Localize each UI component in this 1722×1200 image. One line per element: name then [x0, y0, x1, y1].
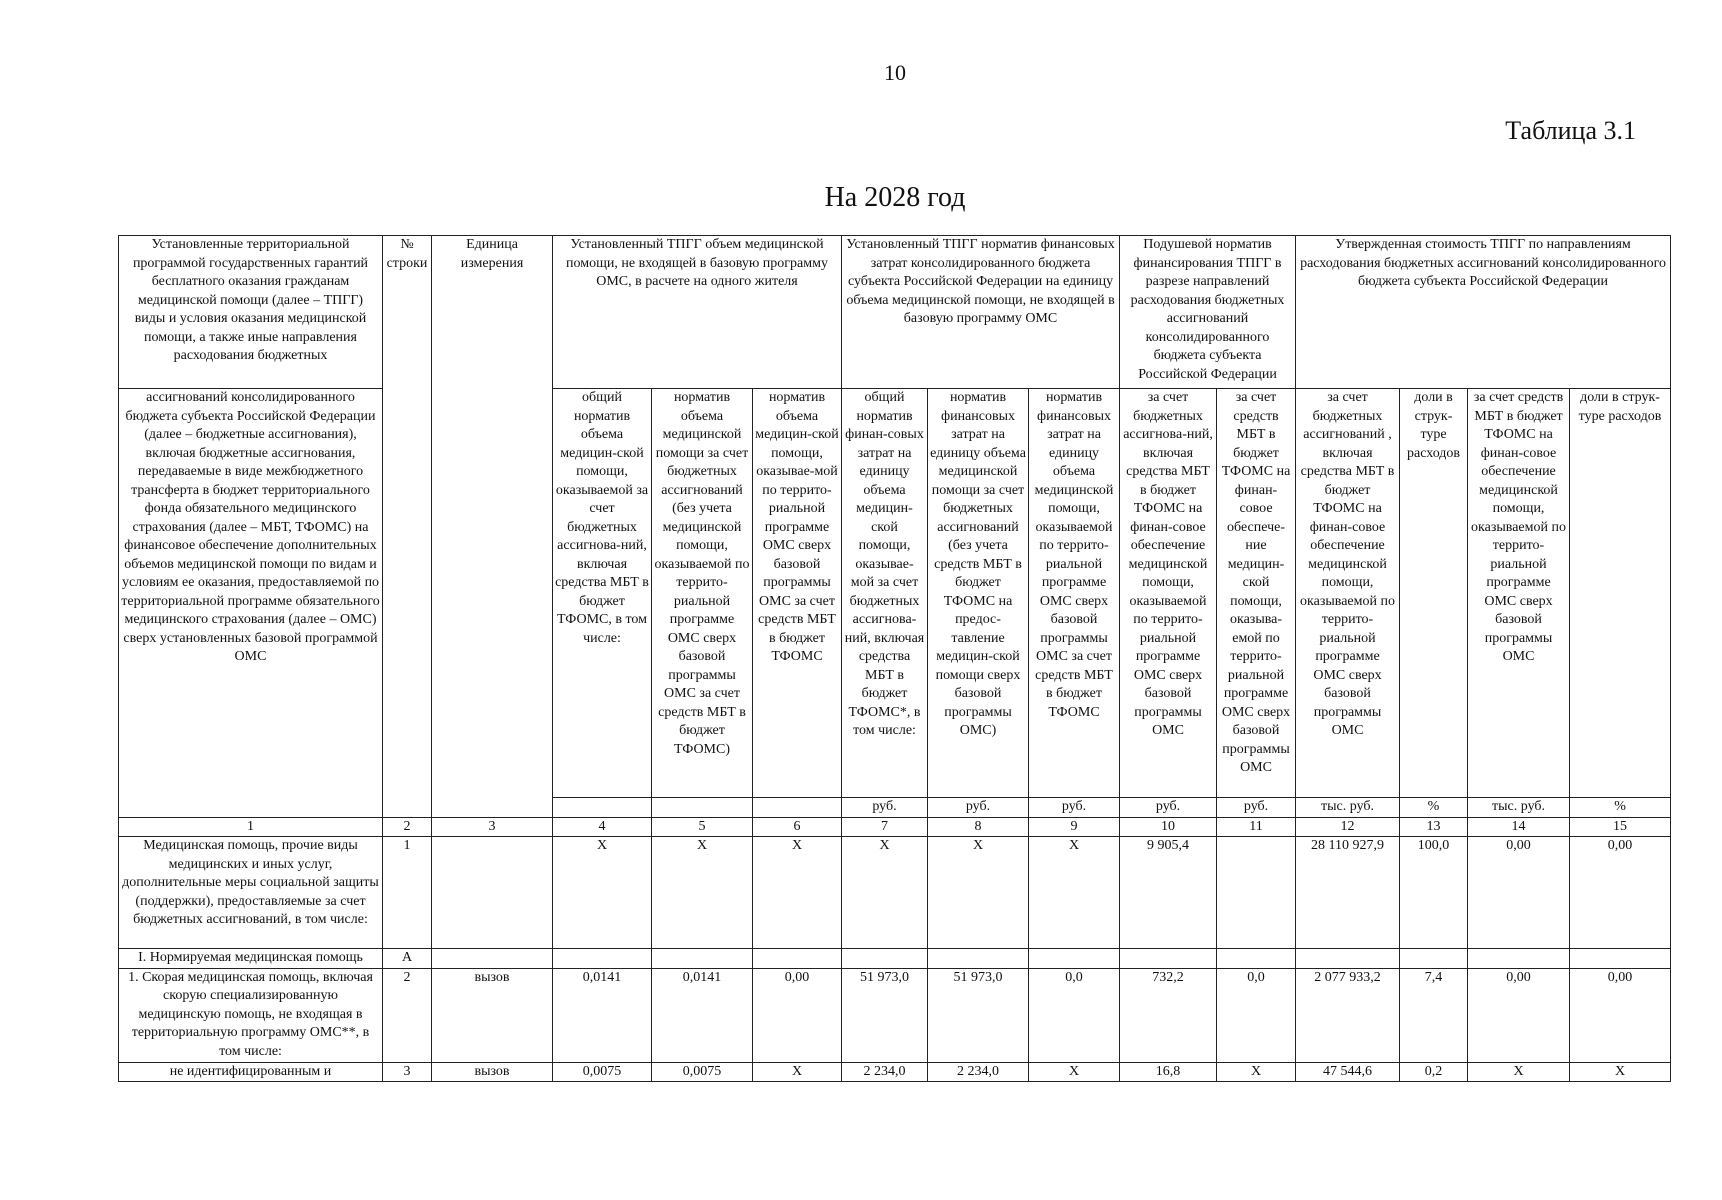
table-cell — [842, 949, 928, 969]
table-cell: 0,0075 — [652, 1062, 753, 1082]
table-cell — [1570, 949, 1671, 969]
table-cell: 7,4 — [1400, 968, 1468, 1062]
unit-5 — [652, 798, 753, 818]
table-cell: X — [1029, 837, 1120, 949]
row-unit — [432, 949, 553, 969]
table-cell — [1029, 949, 1120, 969]
table-cell: 732,2 — [1120, 968, 1217, 1062]
row-unit: вызов — [432, 968, 553, 1062]
table-title: На 2028 год — [824, 182, 966, 213]
header-row-number: № строки — [383, 236, 432, 818]
row-label: I. Нормируемая медицинская помощь — [119, 949, 383, 969]
header-row-groups — [119, 236, 1671, 389]
col-num-1: 1 — [119, 817, 383, 837]
col-num-8: 8 — [928, 817, 1029, 837]
unit-11: руб. — [1217, 798, 1296, 818]
table-cell: 0,0 — [1217, 968, 1296, 1062]
header-sub-5: норматив объема медицинской помощи за счет бюджетных ассигнований (без учета медицинской помощи, оказываемой по террито-риальной программе ОМС сверх базовой программы ОМС за счет средств МБТ в бюджет ТФОМС) — [652, 389, 753, 798]
table-cell: X — [652, 837, 753, 949]
unit-15: % — [1570, 798, 1671, 818]
table-cell — [1296, 949, 1400, 969]
table-cell: X — [842, 837, 928, 949]
unit-8: руб. — [928, 798, 1029, 818]
table-cell: 2 077 933,2 — [1296, 968, 1400, 1062]
header-sub-8: норматив финансовых затрат на единицу объема медицинской помощи за счет бюджетных ассигнований (без учета средств МБТ в бюджет ТФОМС на предос-тавление медицин-ской помощи сверх базовой программы ОМС) — [928, 389, 1029, 798]
row-number: 2 — [383, 968, 432, 1062]
unit-9: руб. — [1029, 798, 1120, 818]
header-sub-10: за счет бюджетных ассигнова-ний, включая средства МБТ в бюджет ТФОМС на финан-совое обеспечение медицинской помощи, оказываемой по террито-риальной программе ОМС сверх базовой программы ОМС — [1120, 389, 1217, 798]
header-group-approved-cost: Утвержденная стоимость ТПГГ по направлениям расходования бюджетных ассигнований консолидированного бюджета субъекта Российской Федерации — [1296, 236, 1671, 389]
table-cell: 28 110 927,9 — [1296, 837, 1400, 949]
col-num-13: 13 — [1400, 817, 1468, 837]
header-row-sub — [119, 389, 1671, 798]
unit-13: % — [1400, 798, 1468, 818]
col-num-12: 12 — [1296, 817, 1400, 837]
table-cell — [753, 949, 842, 969]
table-cell: 16,8 — [1120, 1062, 1217, 1082]
header-sub-9: норматив финансовых затрат на единицу объема медицинской помощи, оказываемой по террито-риальной программе ОМС сверх базовой программы ОМС за счет средств МБТ в бюджет ТФОМС — [1029, 389, 1120, 798]
table-cell: 2 234,0 — [928, 1062, 1029, 1082]
table-cell: 0,00 — [1570, 837, 1671, 949]
unit-4 — [553, 798, 652, 818]
header-group-volume: Установленный ТПГГ объем медицинской помощи, не входящей в базовую программу ОМС, в расчете на одного жителя — [553, 236, 842, 389]
table-cell — [1217, 837, 1296, 949]
table-cell: 0,0075 — [553, 1062, 652, 1082]
col-num-2: 2 — [383, 817, 432, 837]
header-sub-4: общий норматив объема медицин-ской помощи, оказываемой за счет бюджетных ассигнова-ний, включая средства МБТ в бюджет ТФОМС, в том числе: — [553, 389, 652, 798]
table-cell — [928, 949, 1029, 969]
col-num-15: 15 — [1570, 817, 1671, 837]
unit-7: руб. — [842, 798, 928, 818]
table-cell: 0,00 — [1468, 968, 1570, 1062]
unit-10: руб. — [1120, 798, 1217, 818]
unit-14: тыс. руб. — [1468, 798, 1570, 818]
header-sub-15: доли в струк-туре расходов — [1570, 389, 1671, 798]
col-num-10: 10 — [1120, 817, 1217, 837]
col-num-6: 6 — [753, 817, 842, 837]
row-label: Медицинская помощь, прочие виды медицинских и иных услуг, дополнительные меры социальной защиты (поддержки), предоставляемые за счет бюджетных ассигнований, в том числе: — [119, 837, 383, 949]
table-cell: 2 234,0 — [842, 1062, 928, 1082]
header-col1-top: Установленные территориальной программой государственных гарантий бесплатного оказания гражданам медицинской помощи (далее – ТПГГ) виды и условия оказания медицинской помощи, а также иные направления расходования бюджетных — [119, 236, 383, 389]
table-cell: X — [1029, 1062, 1120, 1082]
row-label: не идентифицированным и — [119, 1062, 383, 1082]
table-row — [119, 968, 1671, 1062]
table-cell: X — [753, 837, 842, 949]
col-num-14: 14 — [1468, 817, 1570, 837]
table-row — [119, 837, 1671, 949]
table-cell: X — [1468, 1062, 1570, 1082]
col-num-5: 5 — [652, 817, 753, 837]
column-numbers-row — [119, 817, 1671, 837]
table-cell: 0,00 — [753, 968, 842, 1062]
table-cell — [1217, 949, 1296, 969]
budget-table — [118, 235, 1671, 1082]
header-sub-7: общий норматив финан-совых затрат на единицу объема медицин-ской помощи, оказывае-мой за счет бюджетных ассигнова-ний, включая средства МБТ в бюджет ТФОМС*, в том числе: — [842, 389, 928, 798]
table-cell — [1120, 949, 1217, 969]
row-unit — [432, 837, 553, 949]
table-cell: X — [1217, 1062, 1296, 1082]
table-cell: X — [928, 837, 1029, 949]
header-sub-6: норматив объема медицин-ской помощи, оказывае-мой по террито-риальной программе ОМС сверх базовой программы ОМС за счет средств МБТ в бюджет ТФОМС — [753, 389, 842, 798]
header-group-cost-norm: Установленный ТПГГ норматив финансовых затрат консолидированного бюджета субъекта Российской Федерации на единицу объема медицинской помощи, не входящей в базовую программу ОМС — [842, 236, 1120, 389]
table-cell: 0,0 — [1029, 968, 1120, 1062]
header-sub-13: доли в струк-туре расходов — [1400, 389, 1468, 798]
col-num-11: 11 — [1217, 817, 1296, 837]
row-number: 1 — [383, 837, 432, 949]
col-num-4: 4 — [553, 817, 652, 837]
header-sub-11: за счет средств МБТ в бюджет ТФОМС на финан-совое обеспече-ние медицин-ской помощи, оказыва-емой по террито-риальной программе ОМС сверх базовой программы ОМС — [1217, 389, 1296, 798]
row-unit: вызов — [432, 1062, 553, 1082]
table-label: Таблица 3.1 — [1505, 116, 1636, 145]
table-cell: 0,2 — [1400, 1062, 1468, 1082]
header-sub-14: за счет средств МБТ в бюджет ТФОМС на финан-совое обеспечение медицинской помощи, оказываемой по террито-риальной программе ОМС сверх базовой программы ОМС — [1468, 389, 1570, 798]
table-cell: X — [1570, 1062, 1671, 1082]
table-cell — [652, 949, 753, 969]
table-cell: X — [553, 837, 652, 949]
row-label: 1. Скорая медицинская помощь, включая скорую специализированную медицинскую помощь, не входящая в территориальную программу ОМС**, в том числе: — [119, 968, 383, 1062]
table-cell — [1400, 949, 1468, 969]
col-num-9: 9 — [1029, 817, 1120, 837]
row-number: 3 — [383, 1062, 432, 1082]
table-cell: X — [753, 1062, 842, 1082]
col-num-3: 3 — [432, 817, 553, 837]
header-group-per-capita: Подушевой норматив финансирования ТПГГ в разрезе направлений расходования бюджетных ассигнований консолидированного бюджета субъекта Российской Федерации — [1120, 236, 1296, 389]
table-cell: 0,0141 — [553, 968, 652, 1062]
table-cell: 47 544,6 — [1296, 1062, 1400, 1082]
table-cell: 100,0 — [1400, 837, 1468, 949]
unit-12: тыс. руб. — [1296, 798, 1400, 818]
header-unit: Единица измерения — [432, 236, 553, 818]
table-row — [119, 949, 1671, 969]
col-num-7: 7 — [842, 817, 928, 837]
table-cell: 9 905,4 — [1120, 837, 1217, 949]
unit-6 — [753, 798, 842, 818]
table-cell: 51 973,0 — [842, 968, 928, 1062]
table-cell: 0,00 — [1570, 968, 1671, 1062]
table-row — [119, 1062, 1671, 1082]
table-cell — [553, 949, 652, 969]
row-number: А — [383, 949, 432, 969]
header-col1-bottom: ассигнований консолидированного бюджета субъекта Российской Федерации (далее – бюджетные ассигнования), включая бюджетные ассигнования, передаваемые в виде межбюджетного трансферта в бюджет территориального фонда обязательного медицинского страхования (далее – МБТ, ТФОМС) на финансовое обеспечение дополнительных объемов медицинской помощи по видам и условиям ее оказания, предоставляемой по территориальной программе обязательного медицинского страхования (далее – ОМС) сверх установленных базовой программой ОМС — [119, 389, 383, 818]
table-cell: 0,00 — [1468, 837, 1570, 949]
table-cell: 51 973,0 — [928, 968, 1029, 1062]
table-cell: 0,0141 — [652, 968, 753, 1062]
table-cell — [1468, 949, 1570, 969]
page-number: 10 — [884, 60, 906, 85]
header-sub-12: за счет бюджетных ассигнований , включая средства МБТ в бюджет ТФОМС на финан-совое обеспечение медицинской помощи, оказываемой по террито-риальной программе ОМС сверх базовой программы ОМС — [1296, 389, 1400, 798]
